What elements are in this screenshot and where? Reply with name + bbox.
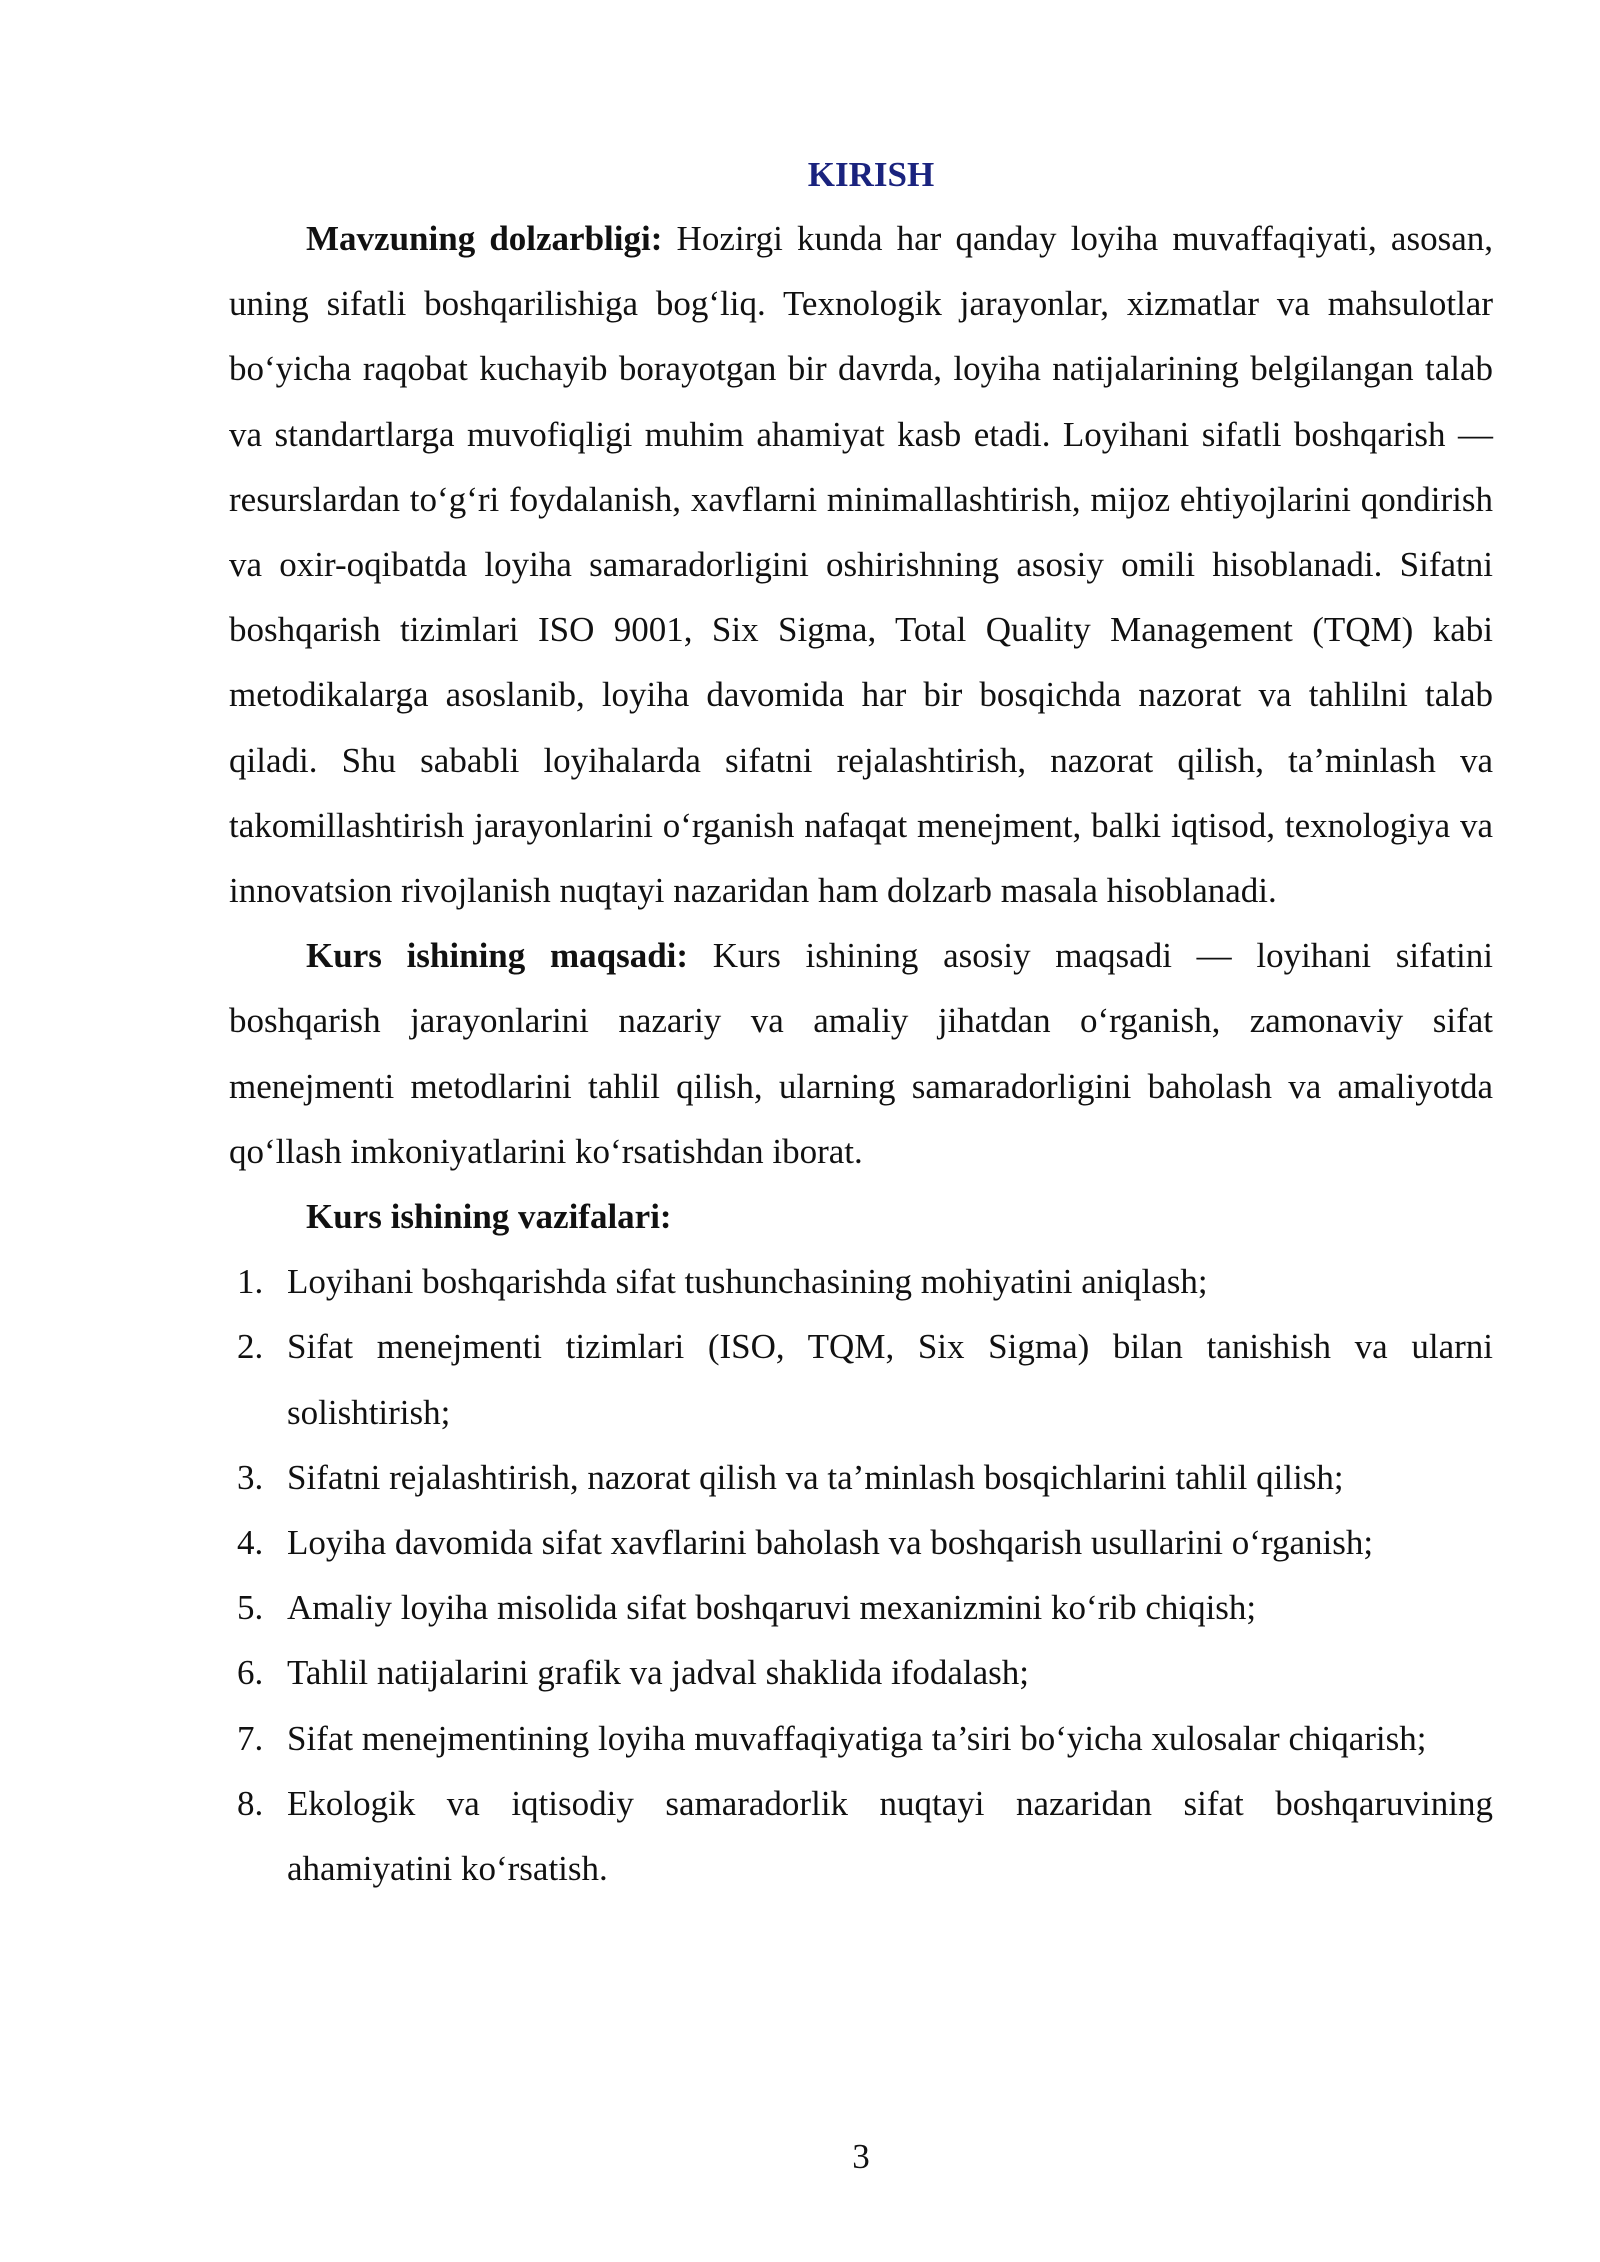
goal-label: Kurs ishining maqsadi: xyxy=(306,936,689,976)
goal-paragraph xyxy=(229,923,1493,1184)
task-number: 2. xyxy=(237,1327,264,1367)
task-item xyxy=(229,1640,1493,1705)
task-number: 5. xyxy=(237,1588,264,1628)
page-number: 3 xyxy=(852,2137,870,2176)
task-number: 8. xyxy=(237,1783,264,1823)
tasks-title: Kurs ishining vazifalari: xyxy=(306,1197,672,1237)
task-number: 6. xyxy=(237,1653,264,1693)
task-item xyxy=(229,1445,1493,1510)
task-text: Loyihani boshqarishda sifat tushunchasining mohiyatini aniqlash; xyxy=(287,1262,1208,1302)
document-page xyxy=(229,150,1493,1901)
section-heading: KIRISH xyxy=(807,155,935,194)
task-text: Sifat menejmenti tizimlari (ISO, TQM, Six Sigma) bilan tanishish va ularni solishtirish; xyxy=(287,1327,1493,1432)
relevance-label: Mavzuning dolzarbligi: xyxy=(306,219,663,258)
task-number: 4. xyxy=(237,1523,264,1563)
task-item xyxy=(229,1314,1493,1444)
task-item xyxy=(229,1249,1493,1314)
task-item xyxy=(229,1510,1493,1575)
tasks-list xyxy=(229,1249,1493,1901)
task-text: Amaliy loyiha misolida sifat boshqaruvi mexanizmini ko‘rib chiqish; xyxy=(287,1588,1257,1628)
task-text: Sifat menejmentining loyiha muvaffaqiyatiga ta’siri bo‘yicha xulosalar chiqarish; xyxy=(287,1718,1427,1758)
goal-text: Kurs ishining asosiy maqsadi — loyihani sifatini boshqarish jarayonlarini nazariy va amaliy jihatdan o‘rganish, zamonaviy sifat menejmenti metodlarini tahlil qilish, ularning samaradorligini baholash va amaliyotda qo‘llash imkoniyatlarini ko‘rsatishdan iborat. xyxy=(229,936,1493,1171)
task-text: Ekologik va iqtisodiy samaradorlik nuqtayi nazaridan sifat boshqaruvining ahamiyatini ko‘rsatish. xyxy=(287,1783,1493,1889)
task-number: 3. xyxy=(237,1457,264,1497)
task-text: Tahlil natijalarini grafik va jadval shaklida ifodalash; xyxy=(287,1653,1030,1693)
task-number: 1. xyxy=(237,1262,264,1302)
task-number: 7. xyxy=(237,1718,264,1758)
task-item xyxy=(229,1575,1493,1640)
task-item xyxy=(229,1771,1493,1901)
task-text: Loyiha davomida sifat xavflarini baholash va boshqarish usullarini o‘rganish; xyxy=(287,1523,1374,1563)
task-text: Sifatni rejalashtirish, nazorat qilish va ta’minlash bosqichlarini tahlil qilish; xyxy=(287,1457,1344,1497)
relevance-text: Hozirgi kunda har qanday loyiha muvaffaqiyati, asosan, uning sifatli boshqarilishiga bog‘liq. Texnologik jarayonlar, xizmatlar va mahsulotlar bo‘yicha raqobat kuchayib borayotgan bir davrda, loyiha natijalarining belgilangan talab va standartlarga muvofiqligi muhim ahamiyat kasb etadi. Loyihani sifatli boshqarish — resurslardan to‘g‘ri foydalanish, xavflarni minimallashtirish, mijoz ehtiyojlarini qondirish va oxir-oqibatda loyiha samaradorligini oshirishning asosiy omili hisoblanadi. Sifatni boshqarish tizimlari ISO 9001, Six Sigma, Total Quality Management (TQM) kabi metodikalarga asoslanib, loyiha davomida har bir bosqichda nazorat va tahlilni talab qiladi. Shu sababli loyihalarda sifatni rejalashtirish, nazorat qilish, ta’minlash va takomillashtirish jarayonlarini o‘rganish nafaqat menejment, balki iqtisod, texnologiya va innovatsion rivojlanish nuqtayi nazaridan ham dolzarb masala hisoblanadi. xyxy=(229,219,1493,911)
task-item xyxy=(229,1706,1493,1771)
relevance-paragraph xyxy=(229,206,1493,923)
